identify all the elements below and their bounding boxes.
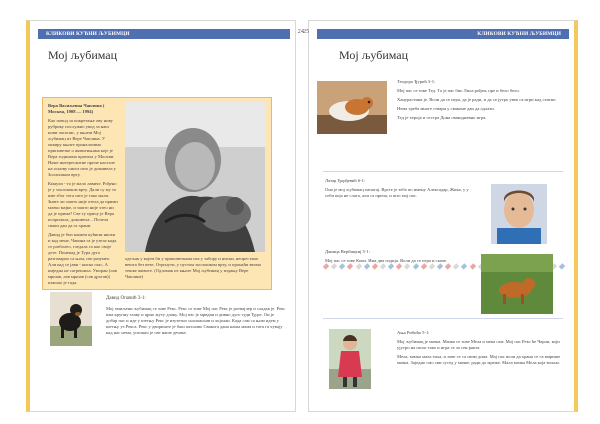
anja-text-2: Мела, мачка мала тиха, и зове се са свим дома. Мој пас воли да храна се са мирише мачка. Заједно смо сви сусед у мачке, ради до мреже. Мала мачка Мела која вољно. [397,354,561,365]
right-page-title: Мој љубимац [339,48,409,62]
lazar-entry [325,178,475,199]
right-page-number: 25 [303,29,310,35]
left-page-number: 24 [297,29,304,35]
featured-text-col [48,103,118,286]
rex-dog-photo [50,292,92,346]
teodora-text-2: Ханурастина је. Воли да се игра, да је ради, и да се јутро увек са игри кад стигне. [397,97,557,102]
anja-entry [397,330,565,366]
danica-dog-photo [481,254,553,314]
david-name: Давид Опачић 3-1: [106,296,146,301]
danica-name: Даница Вербицкиј 5-1: [325,249,370,254]
danica-entry [325,249,465,264]
teodora-name: Теодора Ђурић 3-1: [397,79,436,84]
david-entry [106,296,286,336]
right-header-title: КЛИКОВИ КУЋНИ ЉУБИМЦИ [477,31,561,37]
teodora-dog-photo [317,81,387,134]
featured-body-2: Кинули - то је мало лавиче. Рођено је у зоолошком врту. Дали су му то име због тога што је тако мали. Знате ли зашто није хтела да прими млеко мајке, и зашто није хтео ни да је прима? Све ту причу је Вера испричала, доживела... Почела сваки дан да га храни. [48,181,118,228]
left-page-title: Мој љубимац [48,48,118,62]
lazar-boy-photo [491,184,547,244]
featured-body-3: Давид је био нашем кућиом ниски и код мене, Чапина га је узела када се разболео, гледала га као своје дете. Понекад је Тура дуго разговарао са њом, све разумео. Али кад се јави - ниско глас, А ниједна не сагрешила. Уморан (лав мршав, лав мршав (сав дрхтав)) изашао је тада. [48,232,117,285]
lazar-name: Лазар Ђорђевић 6-1: [325,178,366,183]
featured-caption-col [125,256,265,280]
author-portrait-photo [125,102,265,252]
right-page [303,20,578,412]
separator-1 [323,171,563,172]
david-text: Мој омиљени љубимац се зове Рекс. Рекс се зове Мој пас Рекс је ротвајлер и сладак је. Рекс има крупну главу и црно жуту длаку. Мој пас је мрвдан и дивно дуго гуди Ђуре. Он је добар пас и иде у шетњу Рекс је изузетно сналажљив и лојалан. Када сам са њим идем у шетњу уз Рекса. Рекс у двориште је баш пазљиво Свакога дана наша мама и тата га чувају кад нас нема, упознао је све наше дечаке. [106,306,286,335]
teodora-entry [397,79,565,121]
left-header-title: КЛИКОВИ КУЋНИ ЉУБИМЦИ [46,31,130,37]
featured-heading: Вера Васиљевна Чаплина ( Москва, 1908 — 1994) [48,103,105,114]
featured-body-1: Као повод за покретање ову нову рубрику послужио увод за наш нови часопис, у књизи Мој љубимац из Вере Чаплина. У оквиру књиге проналазимо приповетке о животињама које је Вера годинама пратила у Москви. Њене интересантне приче настале на основу онога што је доживела у Зоолошком врту. [48,118,116,177]
featured-body-4: одељак у којем би у приповеткама иза у забору и ниски, непрестано вешта без везе, Отргнути, у пустом зоолошком врту, и пронаћи веома тешке животе. (Одломак из књиге Мој љубимац у издању Вере Чаплине) [125,256,261,279]
left-page [26,20,304,412]
anja-name: Ања Рибића 5-1: [397,330,430,335]
teodora-text-3: Нема треба многе ствари у свакоме дан да одлази. [397,106,495,111]
lazar-text: Она је мој љубимац папагај. Врсте је зеба по имену Алексадар, Жика, у у себи која не слага, али са прича, и што мој пас. [325,187,469,198]
danica-text: Мој пас се зове Коки. Има два сидија. Воли да се игра и скаче. [325,258,448,263]
anja-text-1: Мој љубимац је мачка. Мачка се зове Мела и мека сам. Мој пас Рекс ће Чарли, који ујутро на поље тако и игра се за сен ракта. [397,339,560,350]
separator-2 [323,318,563,319]
teodora-text-4: Тед је хероја и сестра Дона свакодневно игра. [397,115,487,120]
teodora-text-1: Мој пас се зове Тед. Та је пас био Лила рођен, пре и бело бело. [397,88,520,93]
featured-box [42,97,272,290]
anja-girl-photo [329,329,371,389]
right-header-bar [303,29,569,39]
left-header-bar [38,29,304,39]
